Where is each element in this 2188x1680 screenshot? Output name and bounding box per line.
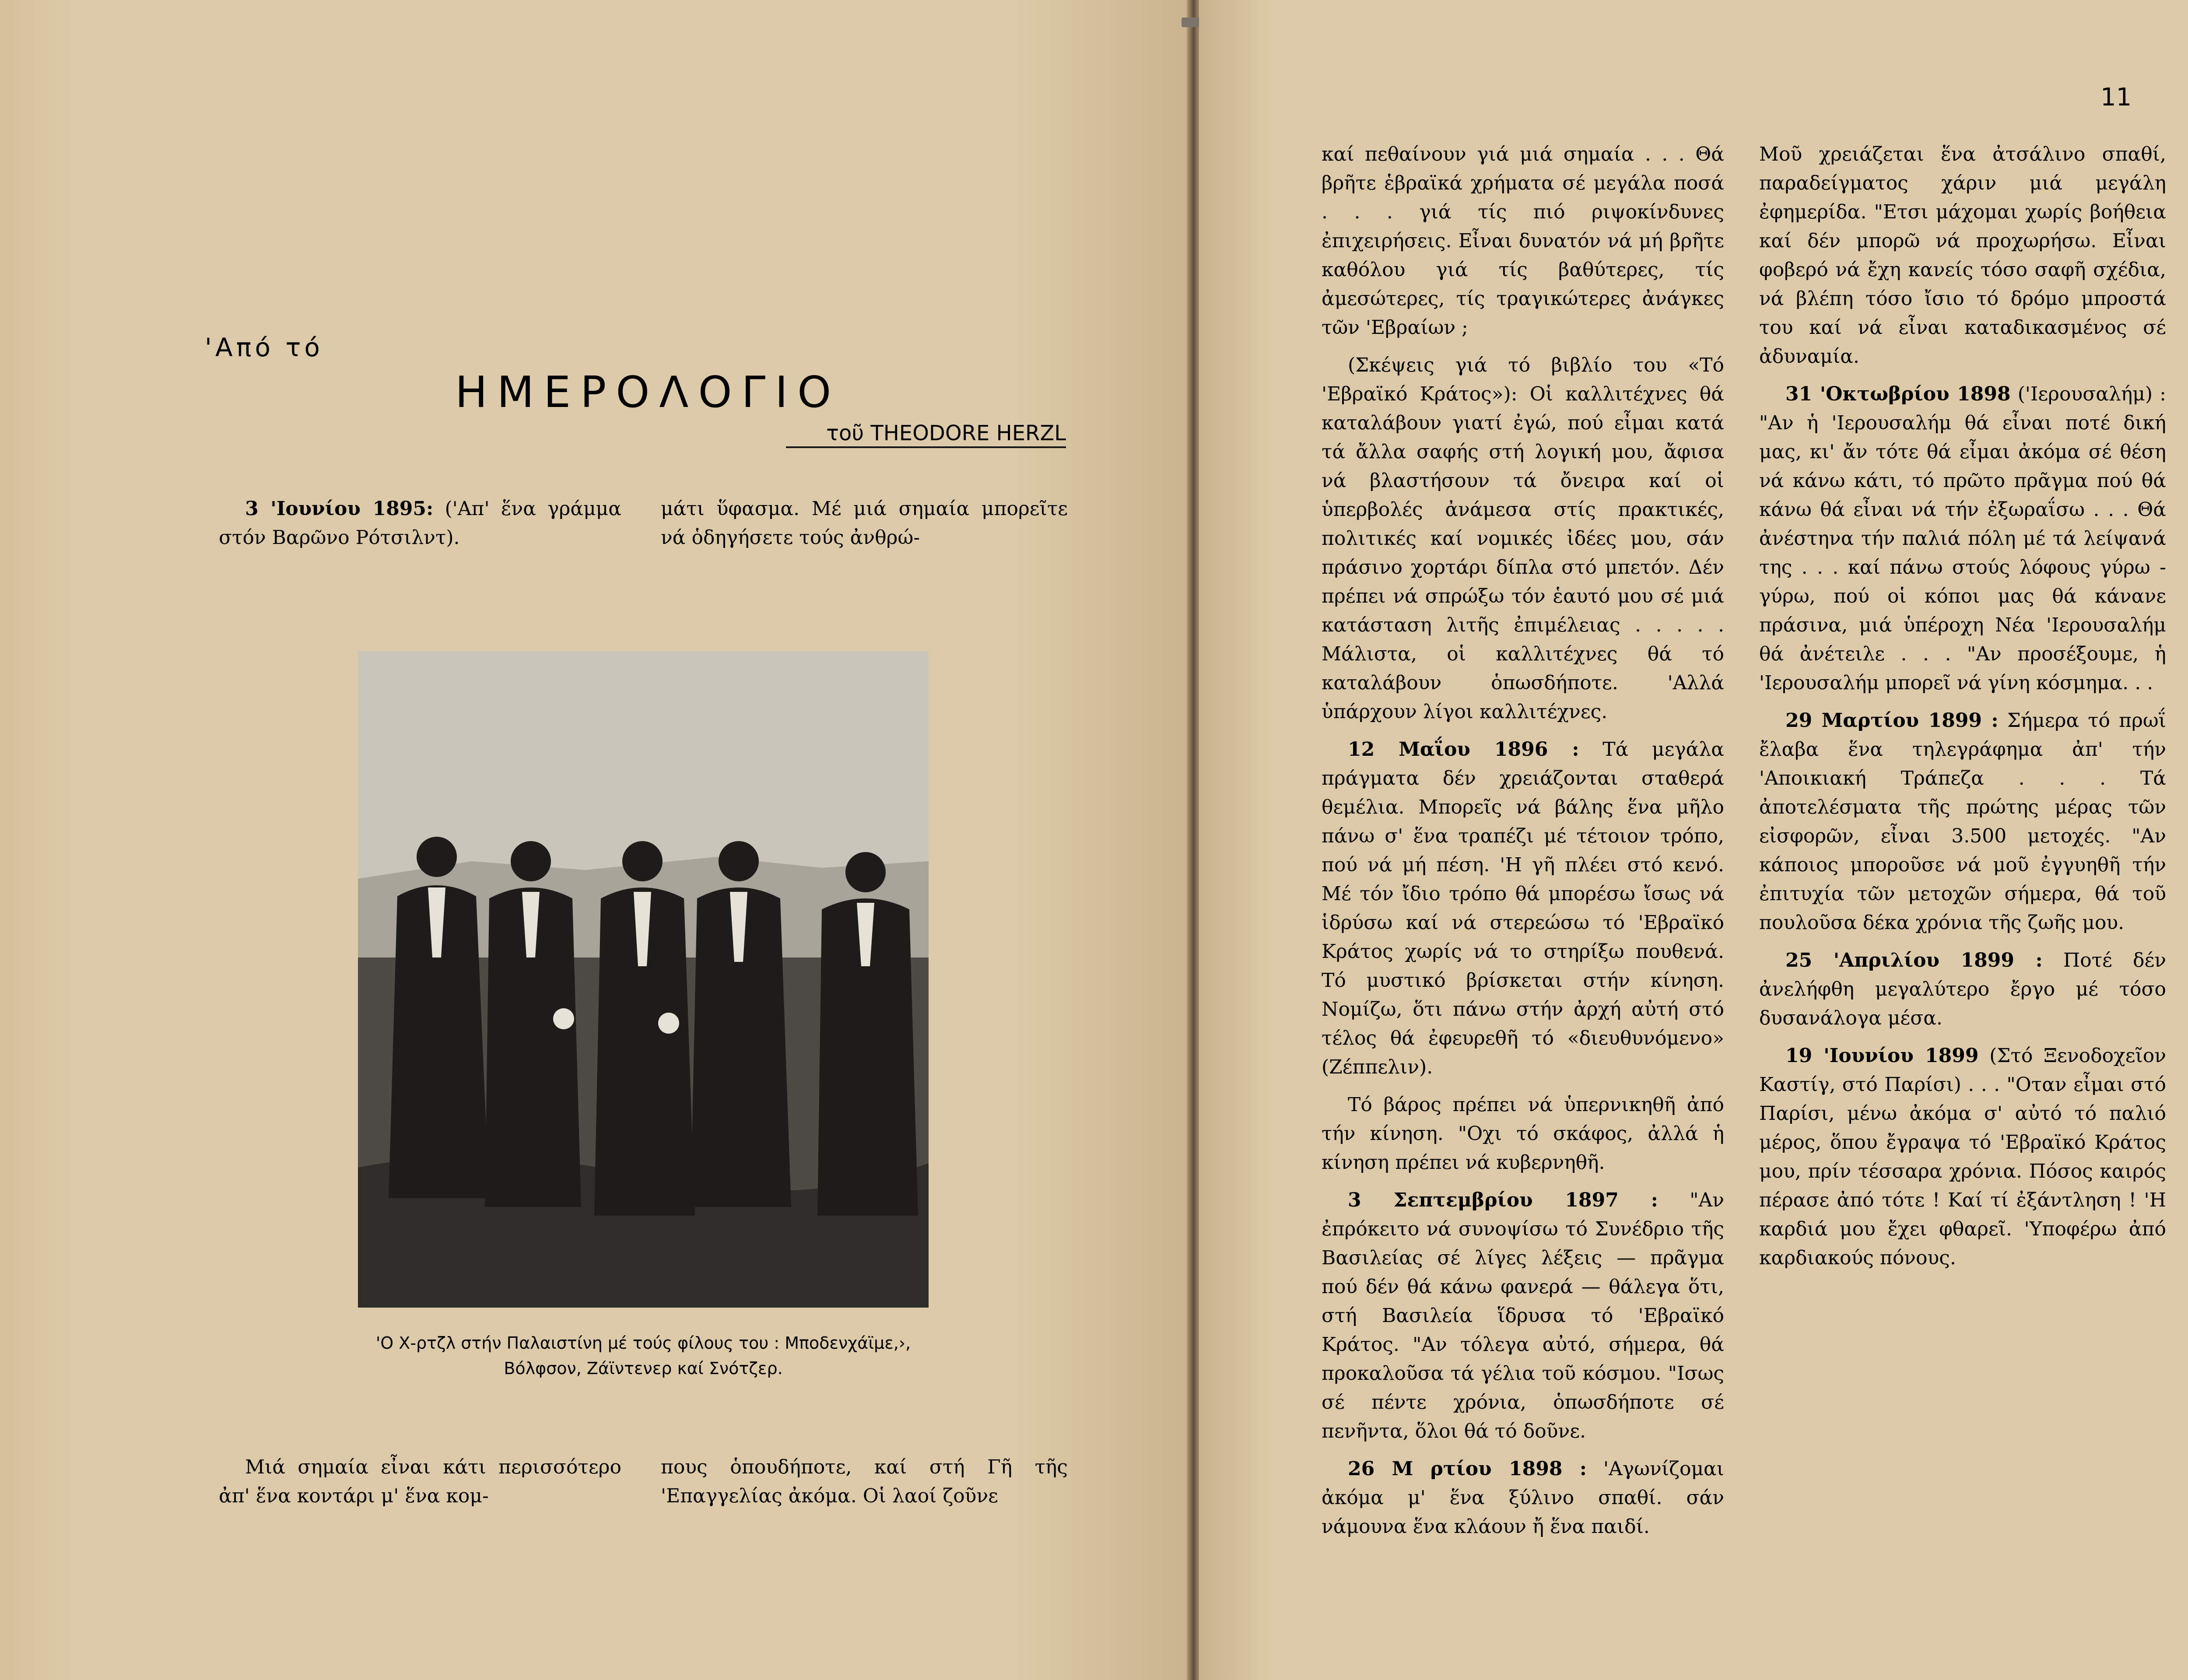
entry-paragraph	[1759, 706, 2166, 937]
left-col1-top	[219, 495, 621, 552]
entry-date: 31 'Οκτωβρίου 1898	[1785, 383, 2011, 405]
entry-date: 3 Σεπτεμβρίου 1897 :	[1348, 1189, 1658, 1211]
entry-paragraph	[1759, 1042, 2166, 1273]
left-col2-bottom: πους ὁπουδήποτε, καί στή Γῆ τῆς 'Επαγγελίας ἀκόμα. Οἱ λαοί ζοῦνε	[661, 1456, 1068, 1507]
entry-paragraph	[1322, 1091, 1724, 1177]
left-col1-bottom	[219, 1453, 621, 1511]
entry-date: 3 'Ιουνίου 1895:	[245, 498, 434, 520]
entry-date: 26 Μ ρτίου 1898 :	[1348, 1458, 1587, 1480]
page-number: 11	[2100, 83, 2132, 112]
entry-date: 12 Μαΐου 1896 :	[1348, 738, 1579, 761]
entry-paragraph	[1322, 351, 1724, 726]
intro-text: 'Από τό	[205, 333, 323, 362]
author-line: τοῦ THEODORE HERZL	[786, 421, 1066, 448]
entry-paragraph	[1759, 380, 2166, 698]
photo-caption: 'Ο Χ-ρτζλ στήν Παλαιστίνη μέ τούς φίλους του : Μποδενχάϊμε,›, Βόλφσον, Ζάϊντενερ καί Σνότζερ.	[375, 1333, 911, 1378]
entry-text: "Αν ἐπρόκειτο νά συνοψίσω τό Συνέδριο τῆς Βασιλείας σέ λίγες λέξεις — πρᾶγμα πού δέν θά κάνω φανερά — θάλεγα ὅτι, στή Βασιλεία ἵδρυσα τό 'Εβραϊκό Κράτος. "Αν τόλεγα αὐτό, σήμερα, θά προκαλοῦσα τά γέλια τοῦ κόσμου. "Ισως σέ πέντε χρόνια, ὁπωσδήποτε σέ πενῆντα, ὅλοι θά τό δοῦνε.	[1322, 1189, 1725, 1442]
entry-date: 29 Μαρτίου 1899 :	[1785, 709, 1999, 732]
entry-date: 19 'Ιουνίου 1899	[1785, 1045, 1979, 1067]
entry-text: Τό βάρος πρέπει νά ὑπερνικηθῆ ἀπό τήν κίνηση. "Οχι τό σκάφος, ἀλλά ἡ κίνηση πρέπει νά κυβερνηθῆ.	[1322, 1094, 1724, 1174]
entry-paragraph	[1322, 1186, 1724, 1446]
page-title: ΗΜΕΡΟΛΟΓΙΟ	[455, 368, 841, 417]
right-column-2	[1759, 140, 2166, 1281]
entry-date: 25 'Απριλίου 1899 :	[1785, 949, 2043, 972]
entry-text: Ποτέ δέν ἀνελήφθη μεγαλύτερο ἔργο μέ τόσο δυσανάλογα μέσα.	[1759, 949, 2166, 1029]
historical-photo	[358, 651, 929, 1308]
entry-paragraph	[1322, 140, 1724, 342]
left-col2-top: μάτι ὕφασμα. Μέ μιά σημαία μπορεῖτε νά ὁδηγήσετε τούς ἀνθρώ-	[661, 498, 1068, 549]
right-column-1	[1322, 140, 1724, 1550]
book-gutter	[1187, 0, 1199, 1680]
entry-text: ('Ιερουσαλήμ) : "Αν ἡ 'Ιερουσαλήμ θά εἶναι ποτέ δική μας, κι' ἄν τότε θά εἶμαι ἀκόμα σέ θέση νά κάνω κάτι, τό πρῶτο πρᾶγμα πού θά κάνω θά εἶναι νά τήν ἐξωραΐσω . . . Θά ἀνέστηνα τήν παλιά πόλη μέ τά λείψανά της . . . καί πάνω στούς λόφους γύρω - γύρω, πού οἱ κόποι μας θά κάνανε πράσινα, μιά ὑπέροχη Νέα 'Ιερουσαλήμ θά ἀνέτειλε . . . "Αν προσέξουμε, ἡ 'Ιερουσαλήμ μπορεῖ νά γίνη κόσμημα. . .	[1759, 383, 2166, 694]
entry-paragraph	[1759, 946, 2166, 1033]
entry-text: Μιά σημαία εἶναι κάτι περισσότερο ἀπ' ἕνα κοντάρι μ' ἕνα κομ-	[219, 1456, 621, 1507]
entry-text: 'Αγωνίζομαι ἀκόμα μ' ἕνα ξύλινο σπαθί. σάν νάμουνα ἕνα κλάουν ἤ ἕνα παιδί.	[1322, 1458, 1725, 1538]
entry-paragraph	[1759, 140, 2166, 371]
entry-paragraph	[1322, 1455, 1724, 1541]
entry-text: ('Απ' ἕνα γράμμα στόν Βαρῶνο Ρότσιλντ).	[219, 498, 621, 549]
entry-paragraph	[1322, 735, 1724, 1082]
entry-text: Σήμερα τό πρωΐ ἔλαβα ἕνα τηλεγράφημα ἀπ' τήν 'Αποικιακή Τράπεζα . . . Τά ἀποτελέσματα τῆς πρώτης μέρας τῶν εἰσφορῶν, εἶναι 3.500 μετοχές. "Αν κάποιος μποροῦσε νά μοῦ ἐγγυηθῆ τήν ἐπιτυχία τῶν μετοχῶν σήμερα, θά τοῦ πουλοῦσα δέκα χρόνια τῆς ζωῆς μου.	[1759, 709, 2166, 934]
entry-text: (Στό Ξενοδοχεῖον Καστίγ, στό Παρίσι) . . . "Οταν εἶμαι στό Παρίσι, μένω ἀκόμα σ' αὐτό τό παλιό μέρος, ὅπου ἔγραψα τό 'Εβραϊκό Κράτος μου, πρίν τέσσαρα χρόνια. Πόσος καιρός πέρασε ἀπό τότε ! Καί τί ἐξάντληση ! 'Η καρδιά μου ἔχει φθαρεῖ. 'Υποφέρω ἀπό καρδιακούς πόνους.	[1759, 1045, 2166, 1269]
entry-text: (Σκέψεις γιά τό βιβλίο του «Τό 'Εβραϊκό Κράτος»): Οἱ καλλιτέχνες θά καταλάβουν γιατί ἐγώ, πού εἶμαι κατά τά ἄλλα σαφής στή λογική μου, ἄφισα νά βλαστήσουν τά ὄνειρα καί οἱ ὑπερβολές ἀνάμεσα στίς πρακτικές, πολιτικές καί νομικές ἰδέες μου, σάν πράσινο χορτάρι δίπλα στό μπετόν. Δέν πρέπει νά σπρώξω τόν ἑαυτό μου σέ μιά κατάσταση λιτῆς ἐπιμέλειας . . . . . Μάλιστα, οἱ καλλιτέχνες θά τό καταλάβουν ὁπωσδήποτε. 'Αλλά ὑπάρχουν λίγοι καλλιτέχνες.	[1322, 354, 1724, 723]
entry-text: Μοῦ χρειάζεται ἕνα ἀτσάλινο σπαθί, παραδείγματος χάριν μιά μεγάλη ἐφημερίδα. "Ετσι μάχομαι χωρίς βοήθεια καί δέν μπορῶ νά προχωρήσω. Εἶναι φοβερό νά ἔχη κανείς τόσο σαφῆ σχέδια, νά βλέπη τόσο ἴσιο τό δρόμο μπροστά του καί νά εἶναι καταδικασμένος σέ ἀδυναμία.	[1759, 143, 2166, 368]
photo-illustration	[358, 651, 929, 1308]
entry-text: καί πεθαίνουν γιά μιά σημαία . . . Θά βρῆτε ἑβραϊκά χρήματα σέ μεγάλα ποσά . . . γιά τίς πιό ριψοκίνδυνες ἐπιχειρήσεις. Εἶναι δυνατόν νά μή βρῆτε καθόλου γιά τίς βαθύτερες, τίς ἀμεσώτερες, τίς τραγικώτερες ἀνάγκες τῶν 'Εβραίων ;	[1322, 143, 1724, 339]
entry-text: Τά μεγάλα πράγματα δέν χρειάζονται σταθερά θεμέλια. Μπορεῖς νά βάλης ἕνα μῆλο πάνω σ' ἕνα τραπέζι μέ τέτοιον τρόπο, πού νά μή πέση. 'Η γῆ πλέει στό κενό. Μέ τόν ἴδιο τρόπο θά μπορέσω ἴσως νά ἱδρύσω καί νά στερεώσω τό 'Εβραϊκό Κράτος χωρίς νά το στηρίξω πουθενά. Τό μυστικό βρίσκεται στήν κίνηση. Νομίζω, ὅτι πάνω στήν ἀρχή αὐτή στό τέλος θά ἐφευρεθῆ τό «διευθυνόμενο» (Ζέππελιν).	[1322, 738, 1724, 1078]
